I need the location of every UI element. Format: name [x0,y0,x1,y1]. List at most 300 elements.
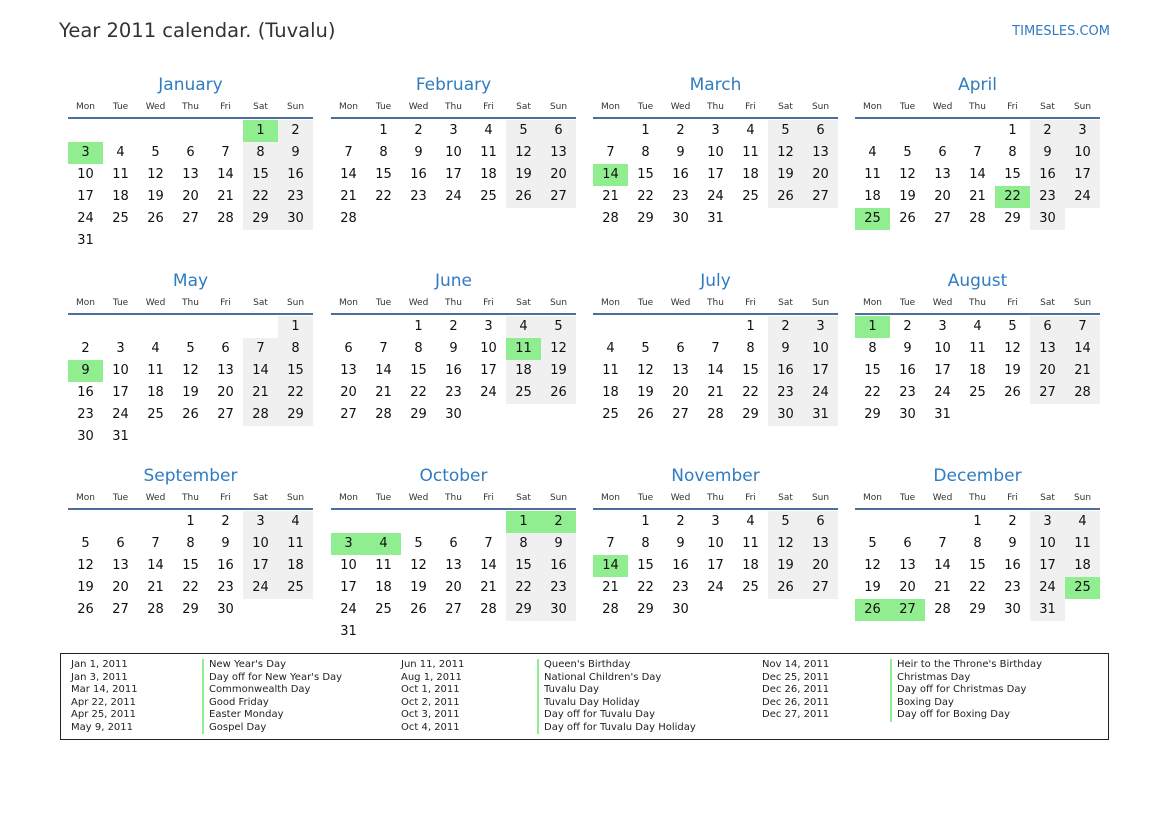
weekday-label: Sat [516,102,531,112]
holiday-day-cell: 14 [593,164,628,186]
day-cell: 3 [711,123,720,138]
day-cell: 22 [864,385,881,400]
holiday-date: Mar 14, 2011 [71,684,138,695]
month-may [68,269,313,448]
empty-cell [173,120,208,142]
day-cell: 14 [340,167,357,182]
day-cell: 16 [410,167,427,182]
weekday-header [593,293,838,315]
weekday-label: Thu [445,493,462,503]
day-cell: 7 [606,145,615,160]
day-cell: 6 [676,341,685,356]
day-cell: 18 [742,558,759,573]
day-cell: 19 [768,555,803,577]
empty-cell [103,511,138,533]
day-cell: 5 [186,341,195,356]
weekday-label: Thu [182,493,199,503]
day-cell: 8 [641,536,650,551]
day-cell: 6 [803,120,838,142]
day-cell: 26 [182,407,199,422]
day-cell: 30 [1004,602,1021,617]
day-cell: 17 [243,555,278,577]
holiday-name-column [890,659,1042,722]
day-cell: 6 [116,536,125,551]
day-cell: 9 [1030,142,1065,164]
weekday-label: Fri [220,102,231,112]
day-cell: 12 [506,142,541,164]
holiday-day-cell: 27 [890,599,925,621]
weekday-label: Mon [601,102,620,112]
day-cell: 6 [541,120,576,142]
day-cell: 15 [1004,167,1021,182]
month-name: January [158,75,223,95]
day-cell: 12 [768,142,803,164]
weekday-label: Thu [182,102,199,112]
empty-cell [401,511,436,533]
day-cell: 14 [147,558,164,573]
day-cell: 3 [484,319,493,334]
day-cell: 17 [77,189,94,204]
day-cell: 10 [243,533,278,555]
day-cell: 29 [637,211,654,226]
day-cell: 24 [445,189,462,204]
empty-cell [331,511,366,533]
day-cell: 3 [938,319,947,334]
day-cell: 26 [147,211,164,226]
day-cell: 4 [868,145,877,160]
weekday-label: Sun [549,102,568,112]
weekday-label: Sun [1073,102,1092,112]
day-cell: 14 [375,363,392,378]
weekday-label: Sun [811,493,830,503]
day-cell: 20 [340,385,357,400]
day-cell: 29 [243,208,278,230]
day-cell: 29 [182,602,199,617]
day-cell: 29 [278,404,313,426]
day-cell: 13 [1030,338,1065,360]
day-cell: 21 [602,580,619,595]
day-cell: 22 [375,189,392,204]
holiday-day-cell: 14 [593,555,628,577]
weekday-label: Fri [745,493,756,503]
weekday-label: Sun [286,102,305,112]
weekday-label: Sat [778,102,793,112]
day-cell: 30 [1030,208,1065,230]
month-july [593,269,838,426]
day-cell: 8 [868,341,877,356]
day-cell: 7 [606,536,615,551]
day-cell: 12 [541,338,576,360]
holiday-day-cell: 1 [506,511,541,533]
weekday-label: Mon [601,298,620,308]
day-cell: 24 [112,407,129,422]
day-grid [593,511,838,621]
day-cell: 26 [768,577,803,599]
day-cell: 13 [899,558,916,573]
day-cell: 21 [217,189,234,204]
weekday-label: Wed [670,493,691,503]
day-cell: 14 [969,167,986,182]
holiday-date: Dec 26, 2011 [762,684,830,695]
holiday-date: Oct 2, 2011 [401,696,460,708]
day-cell: 23 [77,407,94,422]
day-cell: 24 [707,580,724,595]
day-cell: 13 [182,167,199,182]
empty-cell [925,120,960,142]
day-cell: 21 [480,580,497,595]
day-cell: 9 [541,533,576,555]
weekday-label: Wed [145,102,166,112]
weekday-label: Thu [969,493,986,503]
holiday-name: Heir to the Throne's Birthday [890,659,1042,672]
holiday-day-cell: 3 [68,142,103,164]
day-cell: 21 [375,385,392,400]
day-cell: 15 [278,360,313,382]
day-cell: 7 [938,536,947,551]
weekday-label: Fri [745,102,756,112]
day-cell: 30 [672,602,689,617]
month-name: February [415,75,492,95]
day-cell: 24 [1065,186,1100,208]
holiday-day-cell: 1 [855,316,890,338]
day-cell: 7 [484,536,493,551]
day-cell: 24 [934,385,951,400]
day-cell: 31 [77,233,94,248]
holiday-day-cell: 22 [995,186,1030,208]
day-cell: 13 [112,558,129,573]
day-cell: 18 [864,189,881,204]
day-cell: 15 [182,558,199,573]
day-cell: 11 [278,533,313,555]
day-cell: 18 [969,363,986,378]
day-cell: 20 [217,385,234,400]
weekday-label: Sat [253,493,268,503]
day-cell: 22 [182,580,199,595]
day-cell: 8 [1008,145,1017,160]
weekday-label: Wed [408,102,429,112]
day-cell: 11 [480,145,497,160]
weekday-label: Tue [637,298,654,308]
holiday-date: Jan 3, 2011 [71,671,128,683]
day-cell: 4 [606,341,615,356]
empty-cell [173,316,208,338]
day-cell: 13 [217,363,234,378]
day-cell: 10 [1030,533,1065,555]
day-cell: 12 [899,167,916,182]
day-cell: 26 [77,602,94,617]
day-cell: 31 [934,407,951,422]
day-cell: 30 [768,404,803,426]
empty-cell [103,316,138,338]
day-grid [593,316,838,426]
day-grid [593,120,838,230]
holiday-date: Apr 25, 2011 [71,709,137,720]
weekday-label: Mon [76,298,95,308]
holiday-day-cell: 4 [366,533,401,555]
day-cell: 19 [864,580,881,595]
day-cell: 10 [803,338,838,360]
day-cell: 2 [1030,120,1065,142]
holiday-name-column [537,659,696,734]
day-cell: 29 [864,407,881,422]
holiday-name: Christmas Day [890,672,1042,685]
day-cell: 11 [112,167,129,182]
day-cell: 31 [340,624,357,639]
day-cell: 27 [803,577,838,599]
day-cell: 7 [243,338,278,360]
day-cell: 16 [445,363,462,378]
day-cell: 12 [410,558,427,573]
day-cell: 17 [934,363,951,378]
weekday-label: Tue [637,102,654,112]
day-cell: 28 [1065,382,1100,404]
day-cell: 15 [243,164,278,186]
day-cell: 5 [414,536,423,551]
day-cell: 30 [445,407,462,422]
day-cell: 5 [1008,319,1017,334]
day-cell: 15 [637,558,654,573]
weekday-label: Wed [670,102,691,112]
weekday-label: Mon [76,102,95,112]
day-cell: 18 [375,580,392,595]
day-cell: 21 [602,189,619,204]
empty-cell [331,316,366,338]
day-cell: 1 [414,319,423,334]
day-cell: 18 [1065,555,1100,577]
holiday-date: Dec 27, 2011 [762,709,830,720]
day-cell: 23 [410,189,427,204]
day-cell: 2 [1008,514,1017,529]
empty-cell [855,511,890,533]
day-cell: 16 [541,555,576,577]
day-cell: 28 [934,602,951,617]
day-cell: 2 [676,514,685,529]
day-cell: 11 [602,363,619,378]
day-cell: 18 [480,167,497,182]
day-cell: 21 [340,189,357,204]
day-cell: 5 [506,120,541,142]
day-cell: 20 [112,580,129,595]
holiday-name: Tuvalu Day [537,684,696,697]
day-cell: 7 [379,341,388,356]
day-cell: 1 [379,123,388,138]
day-cell: 2 [676,123,685,138]
weekday-label: Fri [1007,493,1018,503]
day-cell: 7 [344,145,353,160]
day-cell: 12 [77,558,94,573]
site-link[interactable]: TIMESLES.COM [1012,24,1110,39]
holiday-date-column [71,659,138,734]
holiday-day-cell: 26 [855,599,890,621]
day-cell: 20 [541,164,576,186]
day-cell: 8 [379,145,388,160]
holiday-date: Oct 4, 2011 [401,721,460,733]
day-cell: 26 [410,602,427,617]
day-cell: 8 [973,536,982,551]
day-cell: 25 [969,385,986,400]
holiday-name: Day off for Boxing Day [890,709,1042,722]
day-cell: 5 [541,316,576,338]
weekday-label: Fri [220,493,231,503]
month-name: April [958,75,997,95]
day-cell: 7 [711,341,720,356]
day-cell: 23 [672,189,689,204]
weekday-label: Thu [969,298,986,308]
holiday-name: Good Friday [202,697,342,710]
weekday-label: Mon [76,493,95,503]
day-cell: 18 [147,385,164,400]
day-cell: 28 [147,602,164,617]
empty-cell [243,316,278,338]
day-cell: 19 [410,580,427,595]
empty-cell [436,511,471,533]
day-cell: 13 [445,558,462,573]
day-cell: 5 [151,145,160,160]
day-cell: 25 [278,577,313,599]
weekday-label: Wed [932,102,953,112]
day-cell: 27 [182,211,199,226]
day-cell: 10 [934,341,951,356]
day-cell: 11 [864,167,881,182]
holiday-date: Jan 1, 2011 [71,659,128,670]
weekday-label: Sun [811,102,830,112]
holiday-name: Day off for Christmas Day [890,684,1042,697]
weekday-label: Tue [375,493,392,503]
day-cell: 16 [768,360,803,382]
day-cell: 8 [243,142,278,164]
day-cell: 6 [449,536,458,551]
month-september [68,464,313,621]
day-cell: 7 [973,145,982,160]
weekday-label: Tue [899,102,916,112]
holiday-date: May 9, 2011 [71,721,134,733]
day-cell: 20 [803,555,838,577]
weekday-label: Thu [707,493,724,503]
day-cell: 9 [414,145,423,160]
empty-cell [366,316,401,338]
weekday-label: Sat [778,493,793,503]
day-grid [855,511,1100,621]
day-cell: 10 [480,341,497,356]
holiday-name: Tuvalu Day Holiday [537,697,696,710]
weekday-label: Mon [863,102,882,112]
holiday-name: Queen's Birthday [537,659,696,672]
day-cell: 4 [506,316,541,338]
weekday-header [855,293,1100,315]
month-october [331,464,576,643]
day-cell: 10 [707,145,724,160]
day-cell: 12 [147,167,164,182]
day-cell: 19 [768,164,803,186]
month-february [331,73,576,230]
day-cell: 23 [768,382,803,404]
day-cell: 28 [602,602,619,617]
month-december [855,464,1100,621]
day-cell: 14 [934,558,951,573]
day-cell: 21 [934,580,951,595]
month-march [593,73,838,230]
day-cell: 15 [864,363,881,378]
day-cell: 14 [217,167,234,182]
day-cell: 4 [151,341,160,356]
holiday-date: Oct 3, 2011 [401,709,460,720]
month-name: June [434,271,473,291]
holiday-date: Dec 25, 2011 [762,671,830,683]
weekday-label: Mon [863,298,882,308]
weekday-label: Sat [253,298,268,308]
day-cell: 20 [899,580,916,595]
day-cell: 24 [480,385,497,400]
day-cell: 18 [602,385,619,400]
day-cell: 17 [1065,164,1100,186]
weekday-label: Mon [601,493,620,503]
day-cell: 25 [147,407,164,422]
holiday-day-cell: 2 [541,511,576,533]
day-cell: 26 [541,382,576,404]
day-cell: 1 [278,316,313,338]
holiday-name: Day off for New Year's Day [202,672,342,685]
day-cell: 7 [151,536,160,551]
day-cell: 8 [506,533,541,555]
empty-cell [593,511,628,533]
day-cell: 4 [278,511,313,533]
holiday-name: Day off for Tuvalu Day [537,709,696,722]
day-cell: 23 [278,186,313,208]
day-cell: 29 [637,602,654,617]
day-cell: 28 [969,211,986,226]
weekday-label: Mon [339,493,358,503]
weekday-label: Sun [811,298,830,308]
empty-cell [698,316,733,338]
weekday-label: Tue [112,493,129,503]
day-cell: 24 [1030,577,1065,599]
empty-cell [593,316,628,338]
day-cell: 1 [746,319,755,334]
holiday-legend [60,653,1109,740]
day-cell: 20 [1030,360,1065,382]
day-cell: 22 [278,382,313,404]
day-cell: 13 [672,363,689,378]
day-cell: 27 [217,407,234,422]
weekday-label: Thu [707,102,724,112]
day-cell: 27 [672,407,689,422]
day-cell: 1 [641,123,650,138]
weekday-label: Sat [778,298,793,308]
day-cell: 10 [77,167,94,182]
holiday-name-column [202,659,342,734]
day-cell: 12 [1004,341,1021,356]
day-cell: 15 [969,558,986,573]
day-cell: 16 [278,164,313,186]
day-cell: 22 [506,577,541,599]
day-cell: 27 [1030,382,1065,404]
day-cell: 16 [672,167,689,182]
day-cell: 24 [707,189,724,204]
day-cell: 22 [637,580,654,595]
day-cell: 10 [445,145,462,160]
day-cell: 9 [221,536,230,551]
day-cell: 28 [602,211,619,226]
day-cell: 21 [243,382,278,404]
day-cell: 17 [803,360,838,382]
weekday-label: Wed [670,298,691,308]
day-cell: 30 [217,602,234,617]
day-cell: 14 [480,558,497,573]
day-cell: 3 [116,341,125,356]
day-cell: 21 [707,385,724,400]
day-cell: 24 [803,382,838,404]
day-cell: 16 [672,558,689,573]
